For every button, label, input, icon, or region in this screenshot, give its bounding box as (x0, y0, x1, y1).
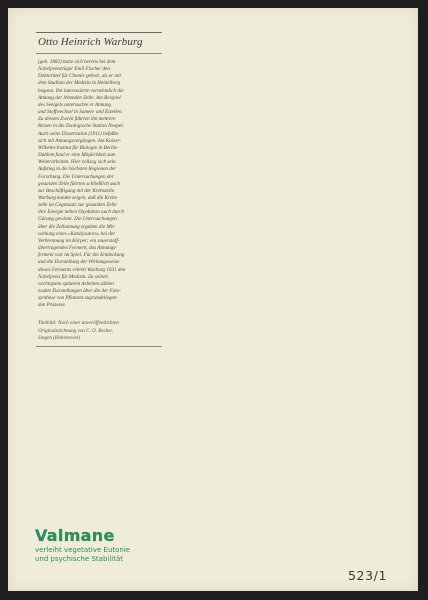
body-line: sich mit Atmungsvorgängen. Am Kaiser- (38, 137, 122, 144)
body-line: (geb. 1883) hatte sich bereits bei dem (38, 59, 116, 65)
body-line: Zu diesem Zweck führten ihn mehrere (38, 116, 116, 123)
body-line: Reisen in die Zoologische Station Neapel. (38, 123, 124, 130)
body-line: über die Zellatmung ergaben die Mit- (38, 223, 116, 230)
body-line: gesunden Zelle führten schließlich auch (38, 180, 120, 187)
body-line: synthese von Pflanzen zugrundeliegen- (38, 295, 119, 302)
handwritten-archive-number: 523/1 (348, 568, 388, 583)
body-line: dem Studium der Medizin in Heidelberg (38, 80, 121, 87)
body-line: Forschung. Die Untersuchungen der (38, 173, 114, 180)
body-line: Gärung gewinnt. Die Untersuchungen (38, 216, 117, 223)
brand-tagline (35, 546, 130, 563)
body-line: Auch seine Dissertation (1911) befaßte (38, 130, 119, 137)
body-line: Nobelpreisträger Emil Fischer den (38, 66, 110, 73)
body-line: ferment war im Spiel. Für die Entdeckung (38, 252, 125, 259)
body-line: Atmung der lebenden Zelle. Am Beispiel (38, 94, 121, 101)
brand-logo: Valmane (35, 526, 115, 545)
body-line: Verbrennung im Körper; ein sauerstoff- (38, 237, 120, 244)
body-line: Warburg konnte zeigen, daß die Krebs- (38, 194, 119, 201)
body-line: exakte Darstellungen über die der Foto- (38, 288, 121, 294)
body-line: dieses Ferments erhielt Warburg 1931 den (38, 266, 126, 273)
top-rule (36, 32, 162, 33)
body-line: und die Darstellung der Wirkungsweise (38, 259, 120, 266)
body-line: Wilhelm-Institut für Biologie in Berlin- (38, 144, 119, 151)
body-line: und Stoffwechsel in Samen- und Eizellen. (38, 109, 123, 116)
body-line: Weiterarbeiten. Hier vollzog sich sein (38, 159, 116, 166)
document-card (8, 8, 418, 591)
tagline-line: und psychische Stabilität (35, 554, 124, 563)
body-line: Aufstieg in die höchsten Regionen der (38, 166, 117, 173)
body-line: wirkung eines »Katalysators« bei der (38, 230, 116, 237)
body-line: den Prozesse. (38, 302, 67, 309)
title-rule (36, 53, 162, 54)
caption-line: Singen (Hohentwiel) (38, 334, 81, 341)
body-line: Nobelpreis für Medizin. Zu seinen (38, 273, 108, 280)
body-line: zur Beschäftigung mit der Krebszelle. (38, 187, 116, 194)
page-title: Otto Heinrich Warburg (38, 36, 143, 48)
body-line: begann. Ihn interessierte vornehmlich die (38, 87, 124, 94)
image-credit-caption (38, 320, 162, 341)
text-column (36, 32, 162, 347)
tagline-line: verleiht vegetative Eutonie (35, 546, 131, 554)
body-line: Dahlem fand er eine Möglichkeit zum (38, 152, 116, 159)
caption-line: Titelbild: Nach einer unveröffentlichten (38, 320, 119, 327)
biography-text (38, 59, 162, 309)
body-line: zelle im Gegensatz zur gesunden Zelle (38, 202, 117, 209)
body-line: wichtigsten späteren Arbeiten zählen (38, 280, 114, 287)
body-line: des Seeigels untersuchte er Atmung (38, 101, 112, 108)
body-line: ihre Energie neben Oxydation auch durch (38, 209, 125, 216)
body-line: übertragendes Ferment, das Atmungs- (38, 245, 118, 252)
body-line: Doktortitel für Chemie geholt, als er mit (38, 73, 121, 80)
caption-line: Originalzeichnung von C. O. Becker, (38, 327, 114, 334)
bottom-rule (36, 346, 162, 347)
